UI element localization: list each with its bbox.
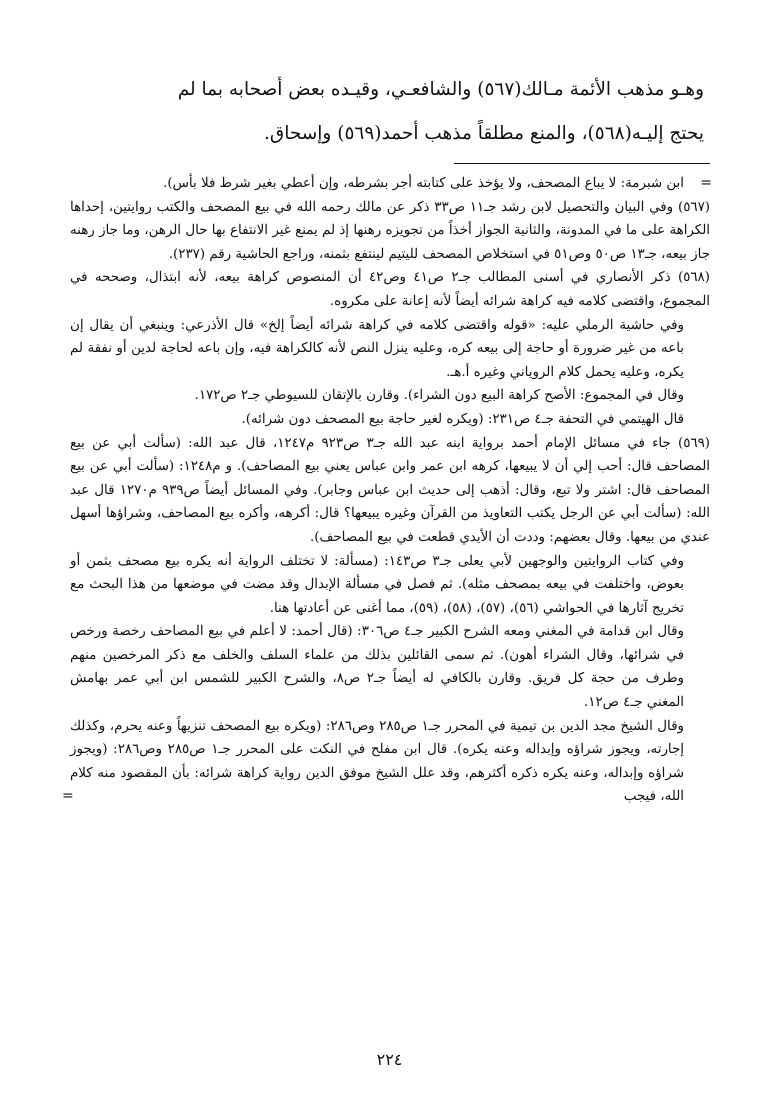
footnote-paragraph: قال الهيتمي في التحفة جـ٤ ص٢٣١: (ويكره لغير حاجة بيع المصحف دون شرائه). [241, 411, 684, 427]
footnote-text: وفي البيان والتحصيل لابن رشد جـ١١ ص٣٣ ذكر عن مالك رحمه الله في بيع المصحف والكتب روايتين، إحداها الكراهة على ما في المدونة، والثانية الجواز أخذاً من تجويزه رهنها إذ لم يمنع غير الانتفاع بها حال الرهن، وما جاز رهنه جاز بيعه، جـ١٣ ص٥٠ وص٥١ في استخلاص المصحف لليتيم لينتفع بثمنه، وراجع الحاشية رقم (٢٣٧). [70, 199, 710, 262]
footnote-paragraph: وفي كتاب الروايتين والوجهين لأبي يعلى جـ٣ ص١٤٣: (مسألة: لا تختلف الرواية أنه يكره بيع مصحف بثمن أو بعوض، واختلفت في بيعه بمصحف مثله). ثم فصل في مسألة الإبدال وقد مضت في موضعها من هذا البحث مع تخريج آثارها في الحواشي (٥٦)، (٥٧)، (٥٨)، (٥٩)، مما أغنى عن أعادتها هنا. [70, 553, 685, 616]
footnote-paragraph: وفي حاشية الرملي عليه: «قوله واقتضى كلامه في كراهة شرائه أيضاً إلخ» قال الأذرعي: وينبغي أن يقال إن باعه من غير ضرورة أو حاجة إلى بيعه كره، وعليه ينزل النص لأنه كالكراهة فيه، وإن باعه لحاجة لدين أو نفقة لم يكره، وعليه يحمل كلام الروياني وغيره أ.هـ. [70, 317, 684, 380]
footnote-567 [70, 196, 710, 267]
footnotes [62, 172, 712, 809]
footnote-number: (٥٦٩) [677, 435, 710, 451]
footnote-number: (٥٦٨) [677, 270, 710, 286]
continuation-text: ابن شبرمة: لا يباع المصحف، ولا يؤخذ على كتابته أجر بشرطه، وإن أعطي بغير شرط فلا بأس). [163, 176, 684, 191]
footnote-separator [454, 163, 710, 164]
main-text-line-2: يحتج إليـه(٥٦٨)، والمنع مطلقاً مذهب أحمد(٥٦٩) وإسحاق. [263, 123, 704, 144]
footnote-569 [62, 432, 710, 810]
footnote-text: ذكر الأنصاري في أسنى المطالب جـ٢ ص٤١ وص٤٢ أن المنصوص كراهة بيعه، لأنه ابتذال، وصححه في المجموع، واقتضى كلامه فيه كراهة شرائه أيضاً لأنه إعانة على مكروه. [70, 270, 710, 309]
continuation-marker: = [700, 175, 712, 191]
main-text-line-1: وهـو مذهب الأئمة مـالك(٥٦٧) والشافعـي، وقيـده بعض أصحابه بما لم [177, 79, 704, 100]
page-number: ٢٢٤ [376, 1050, 403, 1069]
next-page-marker: = [62, 788, 74, 805]
footnote-568 [70, 266, 710, 431]
footnote-number: (٥٦٧) [677, 199, 711, 215]
footnote-paragraph: وقال ابن قدامة في المغني ومعه الشرح الكبير جـ٤ ص٣٠٦: (قال أحمد: لا أعلم في بيع المصاحف رخصة ورخص في شرائها، وقال الشراء أهون). ثم سمى القائلين بذلك من علماء السلف والخلف مع ذكر المرخصين منهم وطرف من حجة كل فريق. وقارن بالكافي له أيضاً جـ٢ ص٨، والشرح الكبير للشمس ابن أبي عمر بهامش المغني جـ٤ ص١٢. [70, 624, 684, 711]
footnote-text: جاء في مسائل الإمام أحمد برواية ابنه عبد الله جـ٣ ص٩٢٣ م١٢٤٧، قال عبد الله: (سألت أبي عن بيع المصاحف قال: أحب إلي أن لا يبيعها، كرهه ابن عمر وابن عباس يعني بيع المصاحف). و م١٢٤٨: (سألت أبي عن بيع المصاحف قال: اشتر ولا تبع، وقال: أذهب إلى حديث ابن عباس وجابر). وفي المسائل أيضاً ص٩٣٩ م١٢٧٠ قال عبد الله: (سألت أبي عن الرجل يكتب التعاويذ من القرآن وغيره يبيعها؟ قال: أكرهه، وأكره بيع المصاحف، وشراؤها أسهل عندي من بيعها. وقال بعضهم: وددت أن الأيدي قطعت في بيع المصاحف). [70, 435, 710, 545]
footnote-continuation [70, 172, 710, 196]
footnote-paragraph: وقال الشيخ مجد الدين بن تيمية في المحرر جـ١ ص٢٨٥ وص٢٨٦: (ويكره بيع المصحف تنزيهاً وعنه يحرم، وكذلك إجارته، ويجوز شراؤه وإبداله وعنه يكره). قال ابن مفلح في النكت على المحرر جـ١ ص٢٨٥ وص٢٨٦: (ويجوز شراؤه وإبداله، وعنه يكره ذكره أكثرهم، وقد علل الشيخ موفق الدين رواية كراهة شرائه: بأن المقصود منه كلام الله، فيجب [70, 718, 685, 805]
footnote-paragraph: وقال في المجموع: الأصح كراهة البيع دون الشراء). وقارن بالإتقان للسيوطي جـ٢ ص١٧٢. [194, 388, 684, 404]
main-text [76, 68, 704, 156]
